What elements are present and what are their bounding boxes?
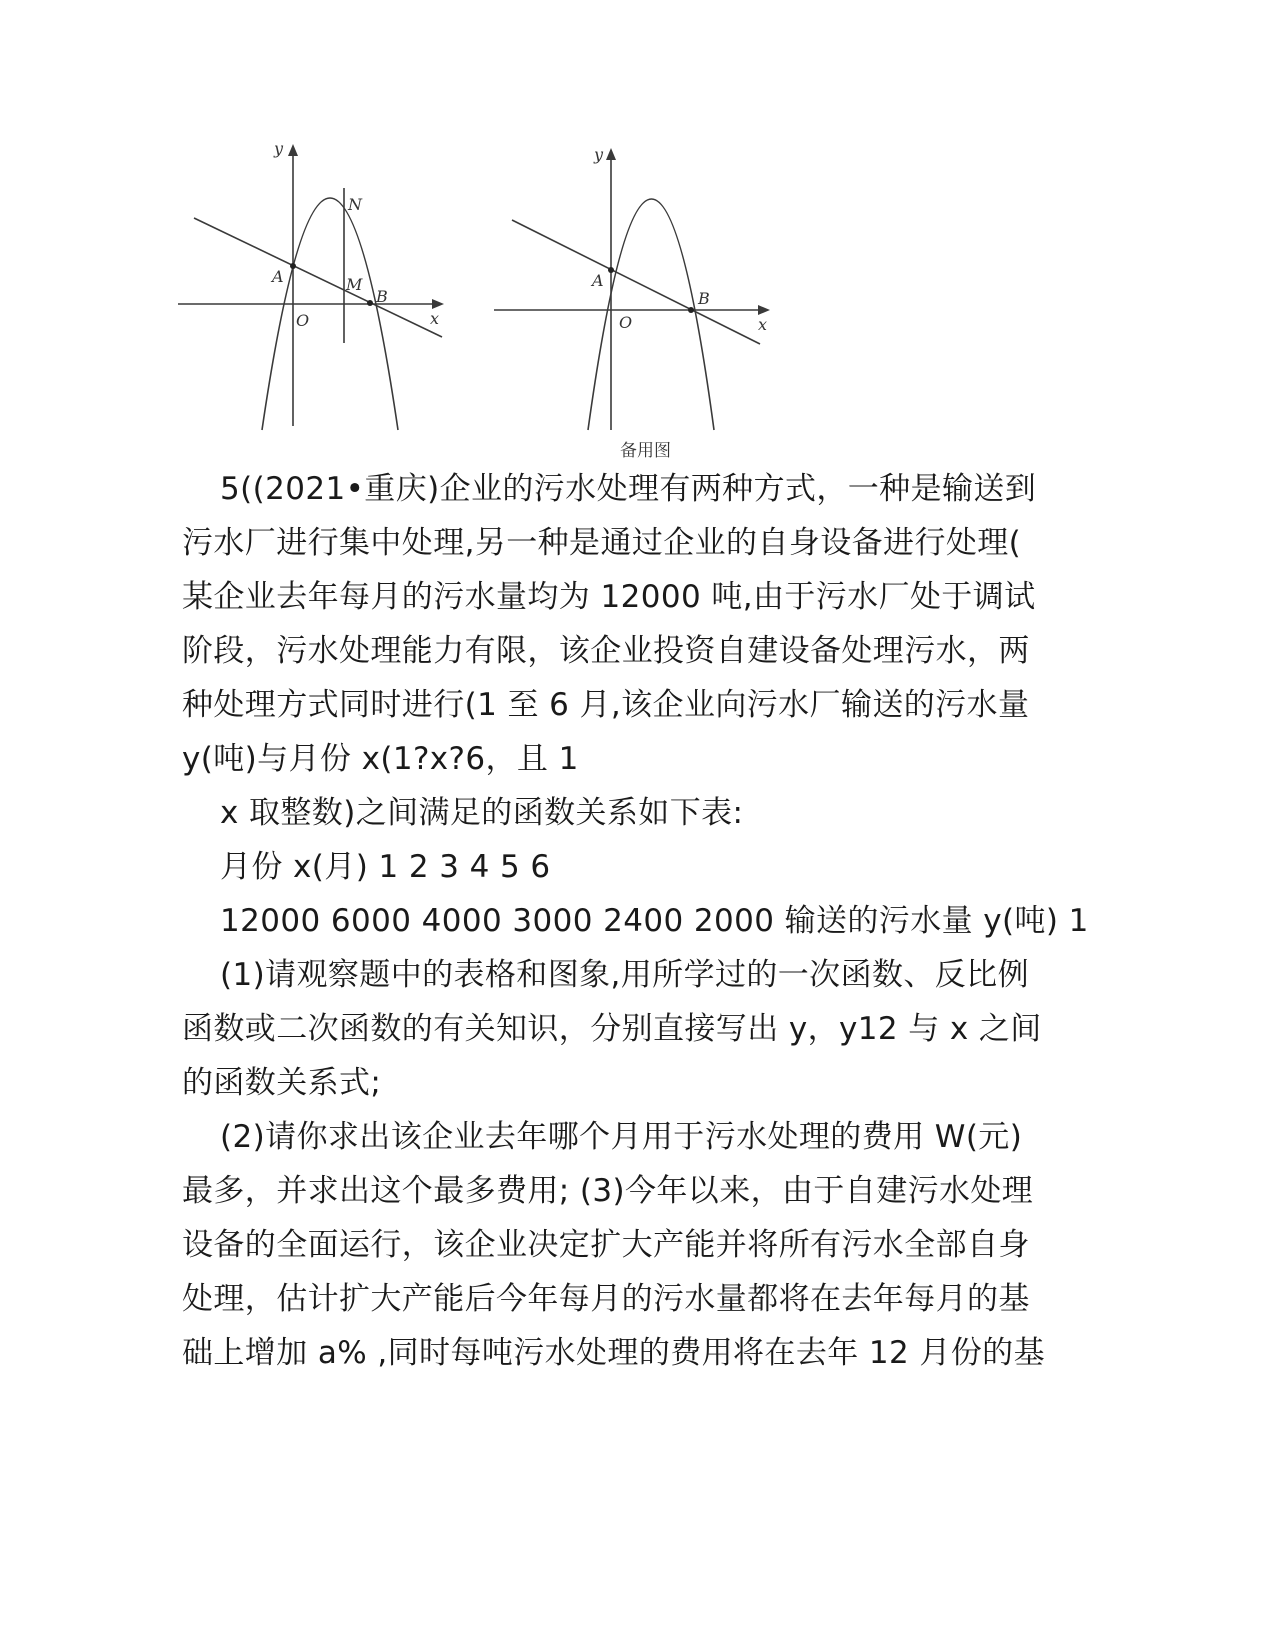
label-y: y — [274, 139, 284, 158]
text-line: 5((2021•重庆)企业的污水处理有两种方式，一种是输送到 — [220, 471, 1037, 507]
label-x: x — [758, 315, 768, 334]
label-m: M — [346, 275, 363, 294]
label-b: B — [698, 289, 710, 308]
label-a: A — [272, 267, 284, 286]
backup-figure-caption: 备用图 — [620, 441, 671, 461]
text-line: 础上增加 a% ,同时每吨污水处理的费用将在去年 12 月份的基 — [182, 1335, 1045, 1371]
graph-backup-svg — [492, 140, 777, 436]
label-y: y — [594, 145, 604, 164]
text-line: 函数或二次函数的有关知识，分别直接写出 y，y12 与 x 之间 — [182, 1011, 1042, 1047]
line-ab — [194, 218, 442, 337]
label-origin: O — [619, 313, 633, 332]
text-line: 处理，估计扩大产能后今年每月的污水量都将在去年每月的基 — [182, 1281, 1030, 1317]
line-ab — [512, 220, 760, 344]
table-values-line: 12000 6000 4000 3000 2400 2000 输送的污水量 y(吨) 1 — [220, 903, 1089, 939]
label-b: B — [376, 287, 388, 306]
function-graph-backup — [492, 140, 777, 436]
text-line: 某企业去年每月的污水量均为 12000 吨,由于污水厂处于调试 — [182, 579, 1036, 615]
label-a: A — [592, 271, 604, 290]
text-line: 设备的全面运行，该企业决定扩大产能并将所有污水全部自身 — [182, 1227, 1030, 1263]
y-axis-arrow-icon — [606, 148, 616, 160]
text-line: y(吨)与月份 x(1?x?6，且 1 — [182, 741, 579, 777]
question-1: (1)请观察题中的表格和图象,用所学过的一次函数、反比例 — [220, 957, 1029, 993]
point-b — [688, 307, 694, 313]
question-2: (2)请你求出该企业去年哪个月用于污水处理的费用 W(元) — [220, 1119, 1023, 1155]
label-origin: O — [296, 311, 310, 330]
parabola-curve — [262, 198, 398, 430]
text-line: x 取整数)之间满足的函数关系如下表: — [220, 795, 744, 831]
graph-main-svg — [176, 136, 451, 436]
point-a — [608, 267, 614, 273]
y-axis-arrow-icon — [288, 144, 298, 156]
label-x: x — [430, 309, 440, 328]
function-graph-main — [176, 136, 451, 436]
x-axis-arrow-icon — [758, 305, 770, 315]
label-n: N — [348, 195, 362, 214]
point-b — [367, 300, 373, 306]
text-line: 种处理方式同时进行(1 至 6 月,该企业向污水厂输送的污水量 — [182, 687, 1030, 723]
text-line: 的函数关系式; — [182, 1065, 382, 1101]
table-header-line: 月份 x(月) 1 2 3 4 5 6 — [220, 849, 551, 885]
parabola-curve — [588, 199, 714, 430]
x-axis-arrow-icon — [432, 299, 444, 309]
text-line: 污水厂进行集中处理,另一种是通过企业的自身设备进行处理( — [182, 525, 1022, 561]
text-line: 阶段，污水处理能力有限，该企业投资自建设备处理污水，两 — [182, 633, 1030, 669]
point-a — [290, 263, 296, 269]
text-line: 最多，并求出这个最多费用; (3)今年以来，由于自建污水处理 — [182, 1173, 1034, 1209]
